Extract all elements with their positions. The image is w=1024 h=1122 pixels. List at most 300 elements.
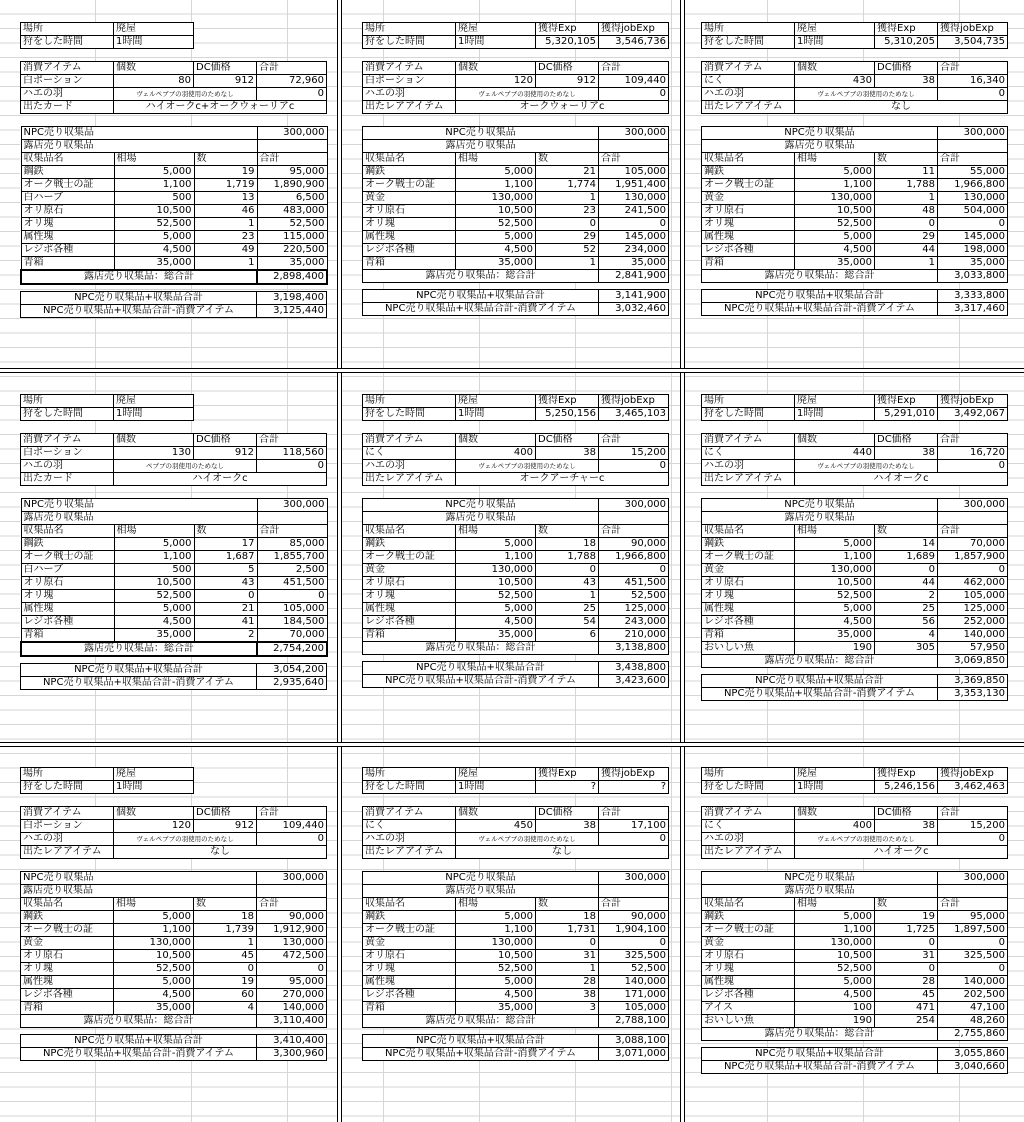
npc-plus-minus-value[interactable]: 3,423,600 [599,675,669,688]
jobexp-value[interactable]: 3,465,103 [599,408,669,421]
time-value[interactable]: 1時間 [795,781,875,794]
item-qty[interactable]: 29 [875,231,938,244]
market-header[interactable]: 相場 [114,525,194,538]
item-price[interactable]: 5,000 [456,976,536,989]
consumable-name[interactable]: ハエの羽 [21,88,114,101]
item-total[interactable]: 252,000 [938,616,1008,629]
item-total[interactable]: 52,500 [257,218,327,231]
item-total[interactable]: 105,000 [599,1002,669,1015]
item-price[interactable]: 190 [795,1015,875,1028]
consumable-total[interactable]: 16,340 [938,75,1008,88]
time-value[interactable]: 1時間 [114,36,194,49]
item-qty[interactable]: 1 [875,192,938,205]
npc-plus-minus-label[interactable]: NPC売り収集品+収集品合計-消費アイテム [363,1048,599,1061]
consumable-header[interactable]: 消費アイテム [702,807,795,820]
item-name[interactable]: 青箱 [21,257,114,271]
item-qty[interactable]: 29 [536,231,599,244]
item-price[interactable]: 1,100 [114,551,194,564]
item-total[interactable]: 202,500 [938,989,1008,1002]
item-qty[interactable]: 49 [194,244,257,257]
item-qty[interactable]: 43 [536,577,599,590]
item-name[interactable]: 黄金 [363,564,456,577]
item-total[interactable]: 1,855,700 [257,551,327,564]
stall-sale-label[interactable]: 露店売り収集品 [363,885,599,898]
npc-plus-minus-label[interactable]: NPC売り収集品+収集品合計-消費アイテム [21,305,257,318]
npc-plus-value[interactable]: 3,088,100 [599,1035,669,1048]
item-name[interactable]: オリ塊 [702,218,795,231]
consumable-total[interactable]: 0 [257,88,327,101]
item-price[interactable]: 1,100 [795,924,875,937]
consumable-total[interactable]: 72,960 [257,75,327,88]
item-total[interactable]: 472,500 [257,950,327,963]
npc-plus-value[interactable]: 3,333,800 [938,290,1008,303]
npc-sale-value[interactable]: 300,000 [938,872,1008,885]
npc-plus-value[interactable]: 3,369,850 [938,675,1008,688]
total-header[interactable]: 合計 [599,62,669,75]
consumable-name[interactable]: ハエの羽 [363,460,456,473]
item-price[interactable]: 5,000 [795,166,875,179]
stall-total-label[interactable]: 露店売り収集品：総合計 [21,642,257,656]
item-price[interactable]: 10,500 [795,950,875,963]
drop-label[interactable]: 出たカード [21,473,114,486]
item-total[interactable]: 35,000 [257,257,327,271]
npc-plus-minus-label[interactable]: NPC売り収集品+収集品合計-消費アイテム [21,1048,257,1061]
stall-total-value[interactable]: 2,755,860 [938,1028,1008,1041]
exp-value[interactable]: 5,320,105 [536,36,599,49]
item-total[interactable]: 451,500 [599,577,669,590]
item-price[interactable]: 5,000 [795,976,875,989]
item-qty[interactable]: 25 [875,603,938,616]
consumable-price[interactable]: 912 [194,820,257,833]
npc-sale-label[interactable]: NPC売り収集品 [363,872,599,885]
total-header[interactable]: 合計 [599,898,669,911]
consumable-count[interactable]: 130 [114,447,194,460]
consumable-count[interactable]: 400 [795,820,875,833]
market-header[interactable]: 相場 [795,153,875,166]
item-price[interactable]: 35,000 [114,629,194,643]
item-price[interactable]: 4,500 [114,616,194,629]
item-total[interactable]: 90,000 [257,911,327,924]
item-name[interactable]: オーク戦士の証 [702,551,795,564]
item-price[interactable]: 52,500 [114,963,194,976]
npc-sale-label[interactable]: NPC売り収集品 [21,499,257,512]
item-name[interactable]: 青箱 [363,629,456,642]
dcprice-header[interactable]: DC価格 [536,434,599,447]
item-qty[interactable]: 0 [536,937,599,950]
item-qty[interactable]: 6 [536,629,599,642]
item-name[interactable]: 鋼鉄 [702,538,795,551]
item-price[interactable]: 4,500 [114,989,194,1002]
npc-sale-label[interactable]: NPC売り収集品 [702,872,938,885]
item-name[interactable]: 青箱 [702,629,795,642]
item-price[interactable]: 4,500 [795,244,875,257]
place-value[interactable]: 廃屋 [114,23,194,36]
count-header[interactable]: 個数 [795,434,875,447]
item-total[interactable]: 1,912,900 [257,924,327,937]
item-price[interactable]: 52,500 [795,218,875,231]
qty-header[interactable]: 数 [875,525,938,538]
item-total[interactable]: 270,000 [257,989,327,1002]
item-price[interactable]: 500 [114,192,194,205]
drop-label[interactable]: 出たレアアイテム [702,101,795,114]
consumable-name[interactable]: ハエの羽 [702,833,795,846]
item-qty[interactable]: 3 [536,1002,599,1015]
item-name[interactable]: 黄金 [363,937,456,950]
jobexp-label[interactable]: 獲得jobExp [938,395,1008,408]
npc-sale-value[interactable]: 300,000 [257,127,327,140]
consumable-header[interactable]: 消費アイテム [702,434,795,447]
jobexp-value[interactable]: ? [599,781,669,794]
stall-sale-label[interactable]: 露店売り収集品 [363,512,599,525]
drop-value[interactable]: オークアーチャーc [456,473,669,486]
consumable-name[interactable]: にく [363,447,456,460]
npc-sale-value[interactable]: 300,000 [938,127,1008,140]
total-header[interactable]: 合計 [599,807,669,820]
item-total[interactable]: 145,000 [938,231,1008,244]
item-total[interactable]: 1,966,800 [938,179,1008,192]
drop-value[interactable]: ハイオークc [795,473,1008,486]
item-qty[interactable]: 21 [536,166,599,179]
item-qty[interactable]: 4 [194,1002,257,1015]
npc-plus-value[interactable]: 3,198,400 [257,292,327,305]
item-name[interactable]: 属性塊 [702,603,795,616]
time-label[interactable]: 狩をした時間 [21,781,114,794]
item-name[interactable]: レジポ各種 [363,989,456,1002]
consumable-total[interactable]: 0 [938,88,1008,101]
item-qty[interactable]: 21 [194,603,257,616]
time-value[interactable]: 1時間 [456,781,536,794]
jobexp-value[interactable]: 3,492,067 [938,408,1008,421]
consumable-count[interactable]: 80 [114,75,194,88]
item-total[interactable]: 2,500 [257,564,327,577]
item-name[interactable]: レジポ各種 [363,616,456,629]
exp-value[interactable]: ? [536,781,599,794]
jobexp-label[interactable]: 獲得jobExp [938,768,1008,781]
exp-label[interactable]: 獲得Exp [536,395,599,408]
item-price[interactable]: 5,000 [795,603,875,616]
place-label[interactable]: 場所 [702,395,795,408]
consumable-total[interactable]: 15,200 [599,447,669,460]
npc-plus-value[interactable]: 3,438,800 [599,662,669,675]
item-name[interactable]: オリ塊 [21,218,114,231]
item-total[interactable]: 1,966,800 [599,551,669,564]
time-label[interactable]: 狩をした時間 [702,408,795,421]
item-total[interactable]: 105,000 [257,603,327,616]
item-qty[interactable]: 2 [875,590,938,603]
item-qty[interactable]: 0 [194,963,257,976]
consumable-total[interactable]: 0 [257,833,327,846]
drop-value[interactable]: なし [114,846,327,859]
item-qty[interactable]: 0 [875,564,938,577]
consumable-note[interactable]: ヴェルペブブの羽使用のためなし [795,460,938,473]
consumable-count[interactable]: 120 [114,820,194,833]
consumable-header[interactable]: 消費アイテム [702,62,795,75]
item-qty[interactable]: 44 [875,244,938,257]
item-price[interactable]: 130,000 [456,564,536,577]
place-value[interactable]: 廃屋 [795,395,875,408]
count-header[interactable]: 個数 [795,807,875,820]
time-value[interactable]: 1時間 [114,781,194,794]
item-price[interactable]: 5,000 [456,911,536,924]
drop-value[interactable]: ハイオークc+オークウォーリアc [114,101,327,114]
item-price[interactable]: 5,000 [795,538,875,551]
item-name-header[interactable]: 収集品名 [21,153,114,166]
consumable-price[interactable]: 38 [875,447,938,460]
item-total[interactable]: 184,500 [257,616,327,629]
item-total[interactable]: 1,951,400 [599,179,669,192]
item-price[interactable]: 10,500 [456,577,536,590]
npc-plus-minus-label[interactable]: NPC売り収集品+収集品合計-消費アイテム [702,1061,938,1074]
total-header[interactable]: 合計 [257,153,327,166]
exp-label[interactable]: 獲得Exp [875,23,938,36]
dcprice-header[interactable]: DC価格 [875,807,938,820]
time-value[interactable]: 1時間 [456,36,536,49]
place-label[interactable]: 場所 [363,23,456,36]
item-name-header[interactable]: 収集品名 [702,153,795,166]
item-total[interactable]: 0 [938,937,1008,950]
item-qty[interactable]: 38 [536,989,599,1002]
item-name[interactable]: 属性塊 [21,976,114,989]
item-name[interactable]: オリ塊 [363,590,456,603]
market-header[interactable]: 相場 [795,898,875,911]
item-price[interactable]: 35,000 [456,257,536,270]
place-value[interactable]: 廃屋 [456,23,536,36]
market-header[interactable]: 相場 [114,898,194,911]
item-total[interactable]: 57,950 [938,642,1008,655]
item-name[interactable]: 鋼鉄 [363,911,456,924]
npc-plus-value[interactable]: 3,054,200 [257,664,327,677]
item-price[interactable]: 52,500 [114,218,194,231]
time-value[interactable]: 1時間 [795,408,875,421]
item-price[interactable]: 52,500 [456,590,536,603]
stall-total-value[interactable]: 3,033,800 [938,270,1008,283]
item-name[interactable]: 鋼鉄 [702,911,795,924]
item-price[interactable]: 10,500 [114,577,194,590]
stall-total-value[interactable]: 3,138,800 [599,642,669,655]
time-label[interactable]: 狩をした時間 [21,408,114,421]
npc-plus-minus-value[interactable]: 3,300,960 [257,1048,327,1061]
item-name[interactable]: オリ原石 [363,205,456,218]
drop-label[interactable]: 出たレアアイテム [363,846,456,859]
dcprice-header[interactable]: DC価格 [194,807,257,820]
item-total[interactable]: 95,000 [257,166,327,179]
item-qty[interactable]: 48 [875,205,938,218]
place-label[interactable]: 場所 [21,768,114,781]
item-name[interactable]: 黄金 [702,192,795,205]
item-total[interactable]: 52,500 [599,963,669,976]
item-price[interactable]: 1,100 [795,179,875,192]
item-total[interactable]: 462,000 [938,577,1008,590]
consumable-total[interactable]: 0 [599,833,669,846]
total-header[interactable]: 合計 [938,807,1008,820]
stall-total-label[interactable]: 露店売り収集品：総合計 [363,1015,599,1028]
total-header[interactable]: 合計 [599,434,669,447]
consumable-price[interactable]: 912 [194,75,257,88]
item-name[interactable]: オーク戦士の証 [21,551,114,564]
exp-label[interactable]: 獲得Exp [875,768,938,781]
item-total[interactable]: 140,000 [938,976,1008,989]
item-total[interactable]: 0 [257,590,327,603]
npc-plus-minus-label[interactable]: NPC売り収集品+収集品合計-消費アイテム [21,677,257,690]
dcprice-header[interactable]: DC価格 [875,434,938,447]
item-qty[interactable]: 52 [536,244,599,257]
drop-value[interactable]: なし [456,846,669,859]
item-name[interactable]: 属性塊 [21,603,114,616]
jobexp-label[interactable]: 獲得jobExp [938,23,1008,36]
consumable-name[interactable]: にく [363,820,456,833]
exp-value[interactable]: 5,250,156 [536,408,599,421]
stall-total-value[interactable]: 2,898,400 [257,270,327,284]
npc-sale-label[interactable]: NPC売り収集品 [702,127,938,140]
consumable-header[interactable]: 消費アイテム [363,62,456,75]
qty-header[interactable]: 数 [194,525,257,538]
item-total[interactable]: 243,000 [599,616,669,629]
place-value[interactable]: 廃屋 [114,395,194,408]
dcprice-header[interactable]: DC価格 [194,434,257,447]
npc-plus-label[interactable]: NPC売り収集品+収集品合計 [363,290,599,303]
place-value[interactable]: 廃屋 [795,768,875,781]
consumable-note[interactable]: ペブブの羽使用のためなし [114,460,257,473]
item-price[interactable]: 10,500 [795,577,875,590]
item-qty[interactable]: 1,719 [194,179,257,192]
item-total[interactable]: 0 [938,218,1008,231]
item-name[interactable]: 黄金 [702,937,795,950]
item-name[interactable]: オリ原石 [363,950,456,963]
consumable-name[interactable]: にく [702,820,795,833]
item-price[interactable]: 1,100 [456,179,536,192]
item-name[interactable]: 属性塊 [702,976,795,989]
npc-plus-value[interactable]: 3,141,900 [599,290,669,303]
item-price[interactable]: 10,500 [114,205,194,218]
item-qty[interactable]: 23 [194,231,257,244]
npc-plus-label[interactable]: NPC売り収集品+収集品合計 [702,290,938,303]
npc-sale-label[interactable]: NPC売り収集品 [21,127,257,140]
item-qty[interactable]: 46 [194,205,257,218]
item-total[interactable]: 55,000 [938,166,1008,179]
item-qty[interactable]: 54 [536,616,599,629]
stall-sale-label[interactable]: 露店売り収集品 [702,885,938,898]
drop-label[interactable]: 出たレアアイテム [702,473,795,486]
item-name[interactable]: 鋼鉄 [363,166,456,179]
item-price[interactable]: 1,100 [456,551,536,564]
item-total[interactable]: 105,000 [599,166,669,179]
consumable-total[interactable]: 109,440 [599,75,669,88]
consumable-total[interactable]: 109,440 [257,820,327,833]
stall-total-label[interactable]: 露店売り収集品：総合計 [702,1028,938,1041]
item-name[interactable]: 属性塊 [363,603,456,616]
jobexp-value[interactable]: 3,504,735 [938,36,1008,49]
item-name[interactable]: レジポ各種 [702,989,795,1002]
qty-header[interactable]: 数 [536,525,599,538]
item-name[interactable]: オリ原石 [21,577,114,590]
item-name[interactable]: レジポ各種 [702,616,795,629]
dcprice-header[interactable]: DC価格 [536,62,599,75]
item-name[interactable]: 青箱 [702,257,795,270]
consumable-price[interactable]: 912 [536,75,599,88]
consumable-note[interactable]: ヴェルペブブの羽使用のためなし [456,460,599,473]
drop-value[interactable]: ハイオークc [114,473,327,486]
exp-label[interactable]: 獲得Exp [536,23,599,36]
item-qty[interactable]: 2 [194,629,257,643]
total-header[interactable]: 合計 [257,62,327,75]
qty-header[interactable]: 数 [194,153,257,166]
item-name[interactable]: 青箱 [21,629,114,643]
item-name[interactable]: オーク戦士の証 [363,179,456,192]
item-total[interactable]: 140,000 [938,629,1008,642]
item-name[interactable]: 鋼鉄 [702,166,795,179]
stall-sale-label[interactable]: 露店売り収集品 [363,140,599,153]
item-qty[interactable]: 44 [875,577,938,590]
market-header[interactable]: 相場 [456,898,536,911]
item-total[interactable]: 130,000 [938,192,1008,205]
npc-plus-label[interactable]: NPC売り収集品+収集品合計 [363,1035,599,1048]
item-price[interactable]: 130,000 [795,192,875,205]
item-total[interactable]: 35,000 [599,257,669,270]
item-total[interactable]: 95,000 [257,976,327,989]
count-header[interactable]: 個数 [114,807,194,820]
npc-sale-label[interactable]: NPC売り収集品 [702,499,938,512]
jobexp-value[interactable]: 3,546,736 [599,36,669,49]
stall-sale-label[interactable]: 露店売り収集品 [702,140,938,153]
item-price[interactable]: 1,100 [114,179,194,192]
item-name[interactable]: オリ原石 [21,205,114,218]
stall-sale-label[interactable]: 露店売り収集品 [21,140,257,153]
npc-plus-label[interactable]: NPC売り収集品+収集品合計 [363,662,599,675]
item-qty[interactable]: 0 [536,564,599,577]
consumable-name[interactable]: ハエの羽 [363,88,456,101]
item-total[interactable]: 85,000 [257,538,327,551]
item-price[interactable]: 52,500 [114,590,194,603]
consumable-price[interactable]: 38 [875,820,938,833]
item-price[interactable]: 130,000 [456,192,536,205]
consumable-price[interactable]: 38 [875,75,938,88]
dcprice-header[interactable]: DC価格 [536,807,599,820]
item-price[interactable]: 10,500 [456,950,536,963]
npc-plus-minus-value[interactable]: 3,317,460 [938,303,1008,316]
consumable-total[interactable]: 0 [938,833,1008,846]
item-price[interactable]: 5,000 [114,911,194,924]
item-qty[interactable]: 19 [194,976,257,989]
total-header[interactable]: 合計 [257,807,327,820]
total-header[interactable]: 合計 [938,153,1008,166]
item-price[interactable]: 1,100 [456,924,536,937]
drop-label[interactable]: 出たカード [21,101,114,114]
item-total[interactable]: 130,000 [257,937,327,950]
item-qty[interactable]: 1 [875,257,938,270]
item-total[interactable]: 115,000 [257,231,327,244]
stall-sale-label[interactable]: 露店売り収集品 [21,885,257,898]
qty-header[interactable]: 数 [875,153,938,166]
item-name[interactable]: レジポ各種 [21,244,114,257]
item-price[interactable]: 10,500 [795,205,875,218]
consumable-name[interactable]: ハエの羽 [21,460,114,473]
consumable-name[interactable]: 白ポーション [21,447,114,460]
item-qty[interactable]: 1,731 [536,924,599,937]
item-name[interactable]: オリ原石 [363,577,456,590]
item-price[interactable]: 5,000 [114,231,194,244]
item-price[interactable]: 10,500 [114,950,194,963]
stall-total-label[interactable]: 露店売り収集品：総合計 [702,655,938,668]
item-price[interactable]: 52,500 [456,218,536,231]
item-name[interactable]: オーク戦士の証 [702,924,795,937]
item-name[interactable]: 属性塊 [363,976,456,989]
item-price[interactable]: 5,000 [456,603,536,616]
item-name[interactable]: 属性塊 [363,231,456,244]
item-name[interactable]: オリ原石 [702,205,795,218]
item-qty[interactable]: 1,687 [194,551,257,564]
jobexp-label[interactable]: 獲得jobExp [599,768,669,781]
item-total[interactable]: 125,000 [938,603,1008,616]
